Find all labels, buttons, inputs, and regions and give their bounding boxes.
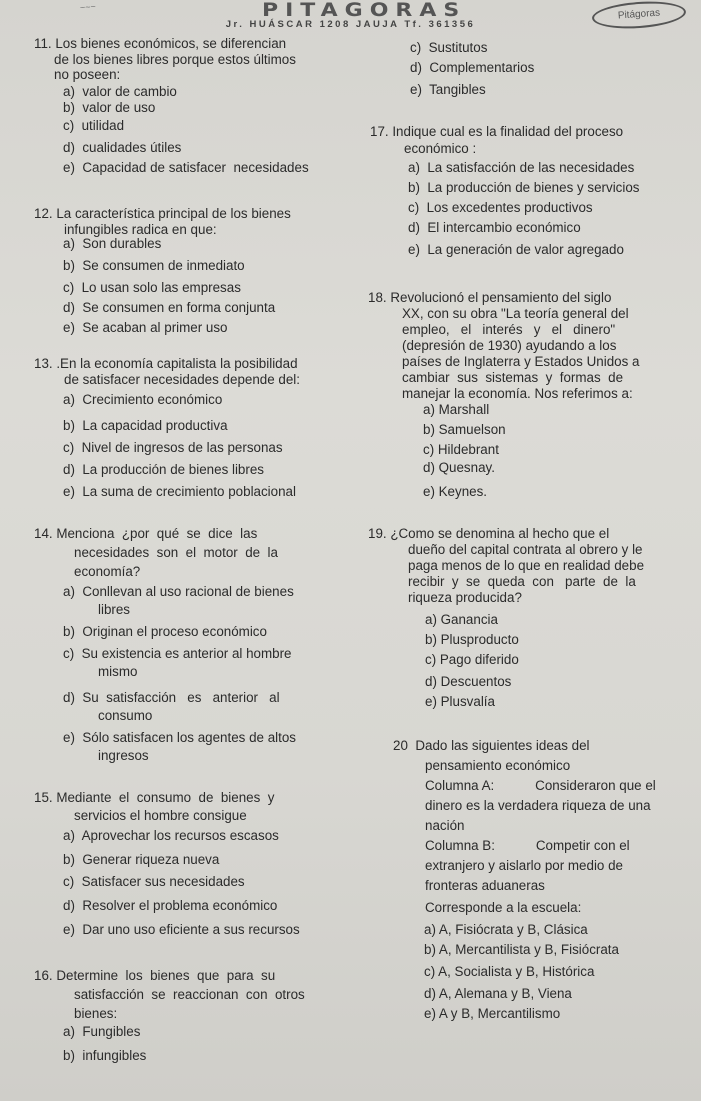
question-14-option: libres	[98, 602, 130, 617]
question-20-option: b) A, Mercantilista y B, Fisiócrata	[424, 942, 619, 957]
question-11-stem: no poseen:	[54, 67, 121, 82]
question-20-option: a) A, Fisiócrata y B, Clásica	[424, 922, 588, 937]
question-20-option: c) A, Socialista y B, Histórica	[424, 964, 595, 979]
question-14-option: consumo	[98, 708, 153, 723]
question-16-stem: satisfacción se reaccionan con otros	[74, 987, 305, 1002]
header	[0, 0, 701, 30]
question-11-stem: de los bienes libres porque estos últimos	[54, 51, 296, 67]
question-19-option: b) Plusproducto	[425, 632, 519, 647]
question-13-option: c) Nivel de ingresos de las personas	[63, 440, 283, 455]
question-15-option: c) Satisfacer sus necesidades	[63, 874, 245, 889]
question-12-stem: infungibles radica en que:	[64, 222, 217, 237]
question-11-stem: 11. Los bienes económicos, se diferencian	[34, 36, 287, 51]
question-20-option: e) A y B, Mercantilismo	[424, 1006, 561, 1021]
question-18-stem: países de Inglaterra y Estados Unidos a	[402, 354, 640, 369]
question-18-option: e) Keynes.	[423, 484, 488, 499]
question-11-option: e) Capacidad de satisfacer necesidades	[63, 160, 309, 175]
question-20-column-b: fronteras aduaneras	[425, 878, 545, 893]
question-10-option: e) Tangibles	[410, 82, 486, 97]
question-20-column-b: Columna B: Competir con el	[425, 838, 630, 853]
question-19-option: a) Ganancia	[425, 612, 498, 627]
logo-badge: Pitágoras	[591, 0, 687, 31]
question-20-option: d) A, Alemana y B, Viena	[424, 986, 572, 1001]
question-10-option: c) Sustitutos	[410, 40, 488, 55]
question-14-stem: necesidades son el motor de la	[74, 545, 278, 560]
question-20-instruction: Corresponde a la escuela:	[425, 900, 582, 915]
question-18-stem: cambiar sus sistemas y formas de	[402, 370, 624, 385]
question-18-stem: manejar la economía. Nos referimos a:	[402, 386, 633, 401]
question-19-stem: recibir y se queda con parte de la	[408, 574, 636, 589]
question-15-option: b) Generar riqueza nueva	[63, 852, 220, 867]
question-13-stem: 13. .En la economía capitalista la posibilidad	[34, 356, 298, 371]
question-16-option: b) infungibles	[63, 1048, 147, 1063]
question-12-option: e) Se acaban al primer uso	[63, 320, 228, 335]
question-20-column-a: dinero es la verdadera riqueza de una	[425, 798, 651, 813]
logo: PITAGORAS	[262, 0, 467, 22]
question-20-stem: 20 Dado las siguientes ideas del	[393, 738, 590, 753]
question-17-option: c) Los excedentes productivos	[408, 200, 593, 215]
question-15-stem: servicios el hombre consigue	[74, 808, 247, 823]
question-14-option: ingresos	[98, 748, 149, 763]
question-11-option: b) valor de uso	[63, 100, 156, 115]
question-15-option: a) Aprovechar los recursos escasos	[63, 828, 279, 843]
question-12-option: d) Se consumen en forma conjunta	[63, 300, 276, 315]
question-18-stem: XX, con su obra "La teoría general del	[402, 306, 629, 321]
question-18-stem: empleo, el interés y el dinero"	[402, 322, 616, 337]
question-17-option: b) La producción de bienes y servicios	[408, 180, 640, 195]
question-19-option: d) Descuentos	[425, 674, 512, 689]
question-20-stem: pensamiento económico	[425, 758, 571, 773]
question-20-column-b: extranjero y aislarlo por medio de	[425, 858, 623, 873]
question-10-option: d) Complementarios	[410, 60, 535, 75]
question-18-option: d) Quesnay.	[423, 460, 495, 475]
question-17-option: e) La generación de valor agregado	[408, 242, 624, 257]
question-17-option: d) El intercambio económico	[408, 220, 581, 235]
question-15-option: d) Resolver el problema económico	[63, 898, 278, 913]
logo-decoration: ~~~	[79, 1, 97, 13]
question-11-option: d) cualidades útiles	[63, 140, 182, 155]
question-20-column-a: nación	[425, 818, 465, 833]
question-15-option: e) Dar uno uso eficiente a sus recursos	[63, 922, 300, 937]
question-12-option: c) Lo usan solo las empresas	[63, 280, 241, 295]
question-18-stem: 18. Revolucionó el pensamiento del siglo	[368, 290, 612, 305]
question-12-stem: 12. La característica principal de los bienes	[34, 206, 291, 221]
question-17-option: a) La satisfacción de las necesidades	[408, 160, 635, 175]
question-18-stem: (depresión de 1930) ayudando a los	[402, 338, 617, 353]
question-19-option: c) Pago diferido	[425, 652, 519, 667]
question-13-option: d) La producción de bienes libres	[63, 462, 264, 477]
question-20-column-a: Columna A: Consideraron que el	[425, 778, 656, 793]
question-17-stem: económico :	[404, 141, 477, 156]
question-19-stem: paga menos de lo que en realidad debe	[408, 558, 645, 573]
question-19-stem: 19. ¿Como se denomina al hecho que el	[368, 526, 610, 541]
question-14-option: e) Sólo satisfacen los agentes de altos	[63, 730, 296, 745]
question-14-stem: economía?	[74, 564, 141, 579]
question-18-option: b) Samuelson	[423, 422, 506, 437]
question-15-stem: 15. Mediante el consumo de bienes y	[34, 790, 275, 805]
question-13-stem: de satisfacer necesidades depende del:	[64, 372, 300, 387]
question-14-option: mismo	[98, 664, 138, 679]
question-14-option: d) Su satisfacción es anterior al	[63, 690, 280, 705]
question-16-option: a) Fungibles	[63, 1024, 141, 1039]
question-19-stem: dueño del capital contrata al obrero y le	[408, 542, 643, 557]
question-18-option: c) Hildebrant	[423, 442, 499, 457]
question-13-option: a) Crecimiento económico	[63, 392, 223, 407]
question-19-option: e) Plusvalía	[425, 694, 495, 709]
question-16-stem: bienes:	[74, 1006, 118, 1021]
question-13-option: b) La capacidad productiva	[63, 418, 228, 433]
question-19-stem: riqueza producida?	[408, 590, 522, 605]
question-18-option: a) Marshall	[423, 402, 490, 417]
question-12-option: b) Se consumen de inmediato	[63, 258, 245, 273]
question-11-option: c) utilidad	[63, 118, 125, 133]
question-14-option: b) Originan el proceso económico	[63, 624, 267, 639]
question-12-option: a) Son durables	[63, 236, 162, 251]
question-11-option: a) valor de cambio	[63, 84, 177, 99]
question-16-stem: 16. Determine los bienes que para su	[34, 968, 276, 983]
address: Jr. HUÁSCAR 1208 JAUJA Tf. 361356	[225, 19, 476, 30]
question-13-option: e) La suma de crecimiento poblacional	[63, 484, 296, 499]
question-14-stem: 14. Menciona ¿por qué se dice las	[34, 526, 258, 541]
question-14-option: a) Conllevan al uso racional de bienes	[63, 584, 294, 599]
question-14-option: c) Su existencia es anterior al hombre	[63, 646, 292, 661]
question-17-stem: 17. Indique cual es la finalidad del proceso	[370, 124, 624, 139]
